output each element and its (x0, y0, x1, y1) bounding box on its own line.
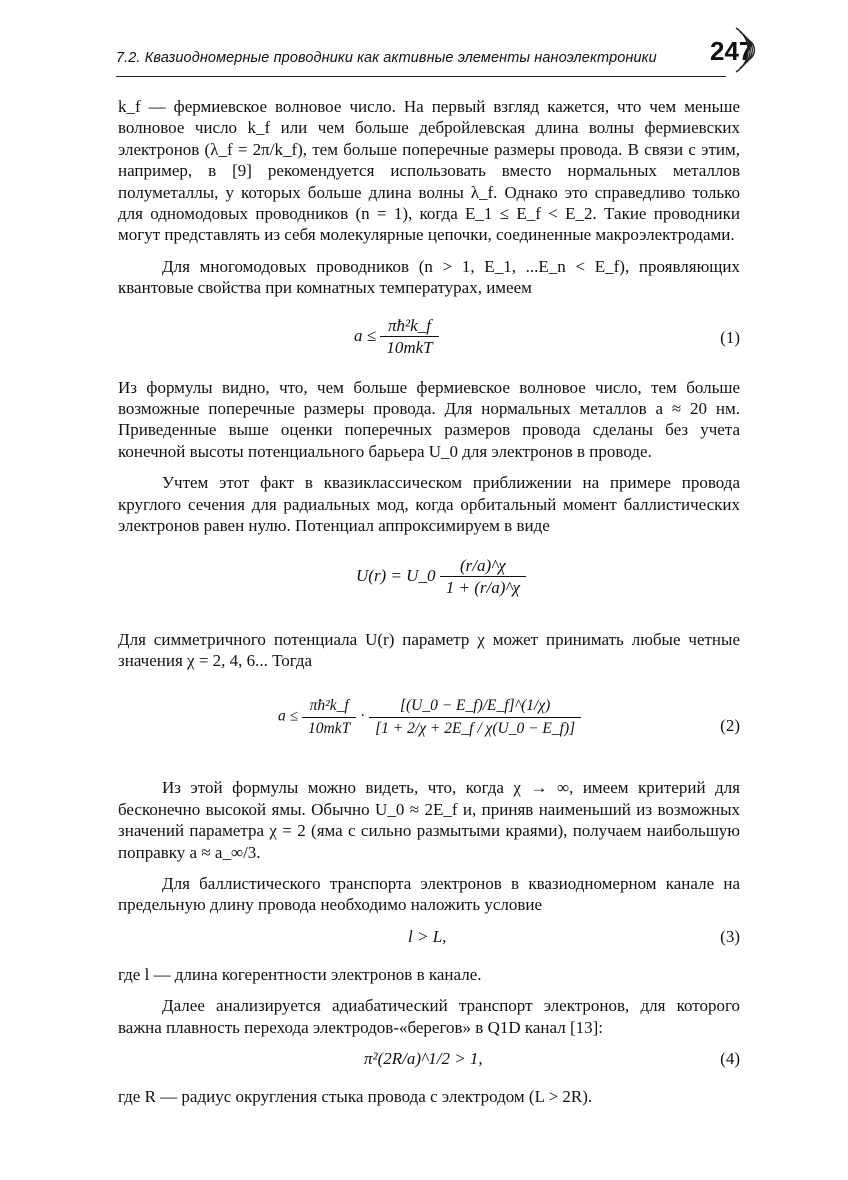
paragraph-4: Учтем этот факт в квазиклассическом приближении на примере провода круглого сечения для радиальных мод, когда орбитальный момент баллистических электронов равен нулю. Потенциал аппроксимируем в виде (118, 473, 740, 536)
equation-2: a ≤ $\frac{\text{πħ²k\_f}}{\text{10mkT}}$ · $\frac{[(U\_0 - E\_f)/E\_f]\^{}(1/\chi)}{[1 + 2/\chi + 2E\_f / \chi(U\_0 - E\_f)]}$ (2) (118, 681, 740, 765)
eq4-label: (4) (720, 1048, 740, 1068)
eqU-left: U(r) = U_0 (356, 565, 436, 585)
paragraph-9: Далее анализируется адиабатический транспорт электронов, для которого важна плавность перехода электродов-«берегов» в Q1D канал [13]: (118, 996, 740, 1037)
paragraph-10: где R — радиус округления стыка провода с электродом (L > 2R). (118, 1086, 593, 1106)
eqU-numerator: (r/a)^χ (440, 555, 526, 577)
eq2-f1-numerator: πħ²k_f (302, 695, 356, 717)
paragraph-6: Из этой формулы можно видеть, что, когда χ → ∞, имеем критерий для бесконечно высокой ямы. Обычно U_0 ≈ 2E_f и, приняв наименьший из возможных значений параметра χ = 2 (яма с сильно размытыми краями), получаем наибольшую поправку a ≈ a_∞/3. (118, 778, 740, 862)
eq2-fraction-1 (302, 695, 356, 739)
equation-3 (118, 926, 740, 952)
eq1-label: (1) (720, 327, 740, 347)
paragraph-7: Для баллистического транспорта электронов в квазиодномерном канале на предельную длину провода необходимо наложить условие (118, 873, 740, 915)
paragraph-2: Для многомодовых проводников (n > 1, E_1, ...E_n < E_f), проявляющих квантовые свойства при комнатных температурах, имеем (118, 256, 740, 298)
eq2-fraction-2 (369, 695, 581, 739)
paragraph-8: где l — длина когерентности электронов в канале. (118, 964, 482, 984)
decorative-arcs-icon (732, 20, 772, 80)
eq1-numerator: πħ²k_f (380, 315, 438, 337)
eq2-label: (2) (720, 716, 740, 736)
eq1-left: a ≤ (354, 325, 377, 345)
eq1-denominator: 10mkT (386, 338, 433, 358)
equation-4 (118, 1048, 740, 1074)
eq2-left: a ≤ (278, 707, 299, 725)
paragraph-1: k_f — фермиевское волновое число. На первый взгляд кажется, что чем меньше волновое число k_f или чем больше дебройлевская длина волны фермиевских электронов (λ_f = 2π/k_f), тем больше поперечные размеры провода. В связи с этим, например, в [9] рекомендуется использовать вместо нормальных металлов полуметаллы, у которых больше длина волны λ_f. Однако это справедливо только для одномодовых проводников (n = 1), когда E_1 ≤ E_f < E_2. Такие проводники могут представлять из себя молекулярные цепочки, соединенные макроэлектродами. (118, 97, 740, 245)
running-title: 7.2. Квазиодномерные проводники как активные элементы наноэлектроники (116, 50, 657, 66)
page-number: 247 (710, 36, 754, 66)
eqU-fraction (440, 555, 526, 599)
eq3-body: l > L, (408, 926, 447, 946)
paragraph-3: Из формулы видно, что, чем больше фермиевское волновое число, тем больше возможные поперечные размеры провода. Для нормальных металлов a ≈ 20 нм. Приведенные выше оценки поперечных размеров провода сделаны без учета конечной высоты потенциального барьера U_0 для электронов в проводе. (118, 377, 740, 461)
eq2-f1-denominator: 10mkT (308, 719, 351, 737)
paragraph-5: Для симметричного потенциала U(r) параметр χ может принимать любые четные значения χ = 2, 4, 6... Тогда (118, 629, 740, 670)
page-body (118, 96, 740, 1117)
eq4-body: π²(2R/a)^1/2 > 1, (364, 1048, 483, 1068)
equation-1 (118, 309, 740, 365)
eq3-label: (3) (720, 926, 740, 946)
running-header (116, 36, 754, 77)
eq2-f2-denominator: [1 + 2/χ + 2E_f / χ(U_0 − E_f)] (375, 719, 576, 737)
eq2-f2-numerator: [(U_0 − E_f)/E_f]^(1/χ) (369, 695, 581, 717)
eq1-fraction (380, 315, 438, 359)
equation-potential (118, 547, 740, 617)
eqU-denominator: 1 + (r/a)^χ (445, 577, 521, 597)
